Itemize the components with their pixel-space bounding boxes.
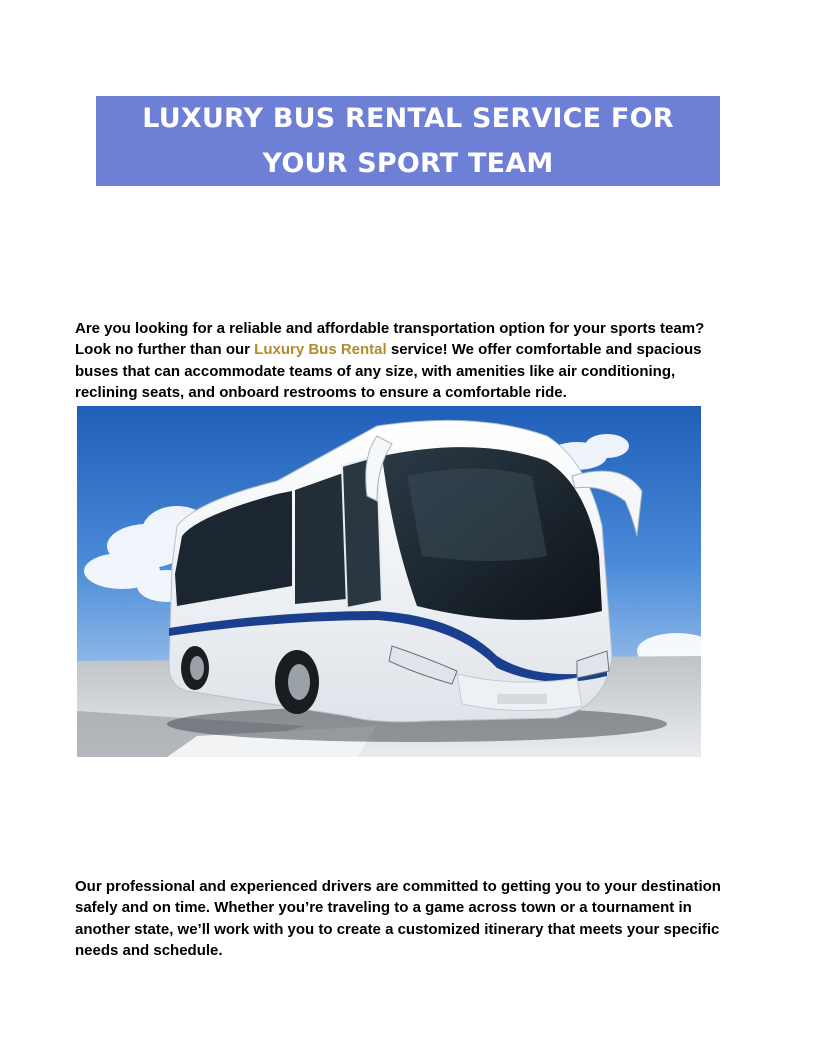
closing-paragraph: Our professional and experienced drivers are committed to getting you to your destination safely and on time. Whether you’re traveling to a game across town or a tournament in another state, we’ll work with you to create a customized itinerary that meets your specific needs and schedule.	[75, 878, 721, 959]
page-title-line-1: LUXURY BUS RENTAL SERVICE FOR	[142, 103, 674, 134]
luxury-bus-rental-link[interactable]: Luxury Bus Rental	[254, 341, 387, 359]
bus-illustration	[77, 406, 701, 757]
intro-text-end: service! We offer comfortable and spacious buses that can accommodate teams of any size, with amenities like air conditioning, reclining seats, and onboard restrooms to ensure a comfortable ride.	[75, 341, 702, 401]
intro-text-start: Are you looking for a reliable and affordable transportation option for your sports team? Look no further than our	[75, 320, 705, 359]
bus-photo	[77, 406, 701, 757]
intro-paragraph	[75, 318, 735, 403]
page-title-line-2: YOUR SPORT TEAM	[262, 148, 554, 179]
page-title	[142, 96, 673, 186]
title-banner	[96, 96, 720, 186]
